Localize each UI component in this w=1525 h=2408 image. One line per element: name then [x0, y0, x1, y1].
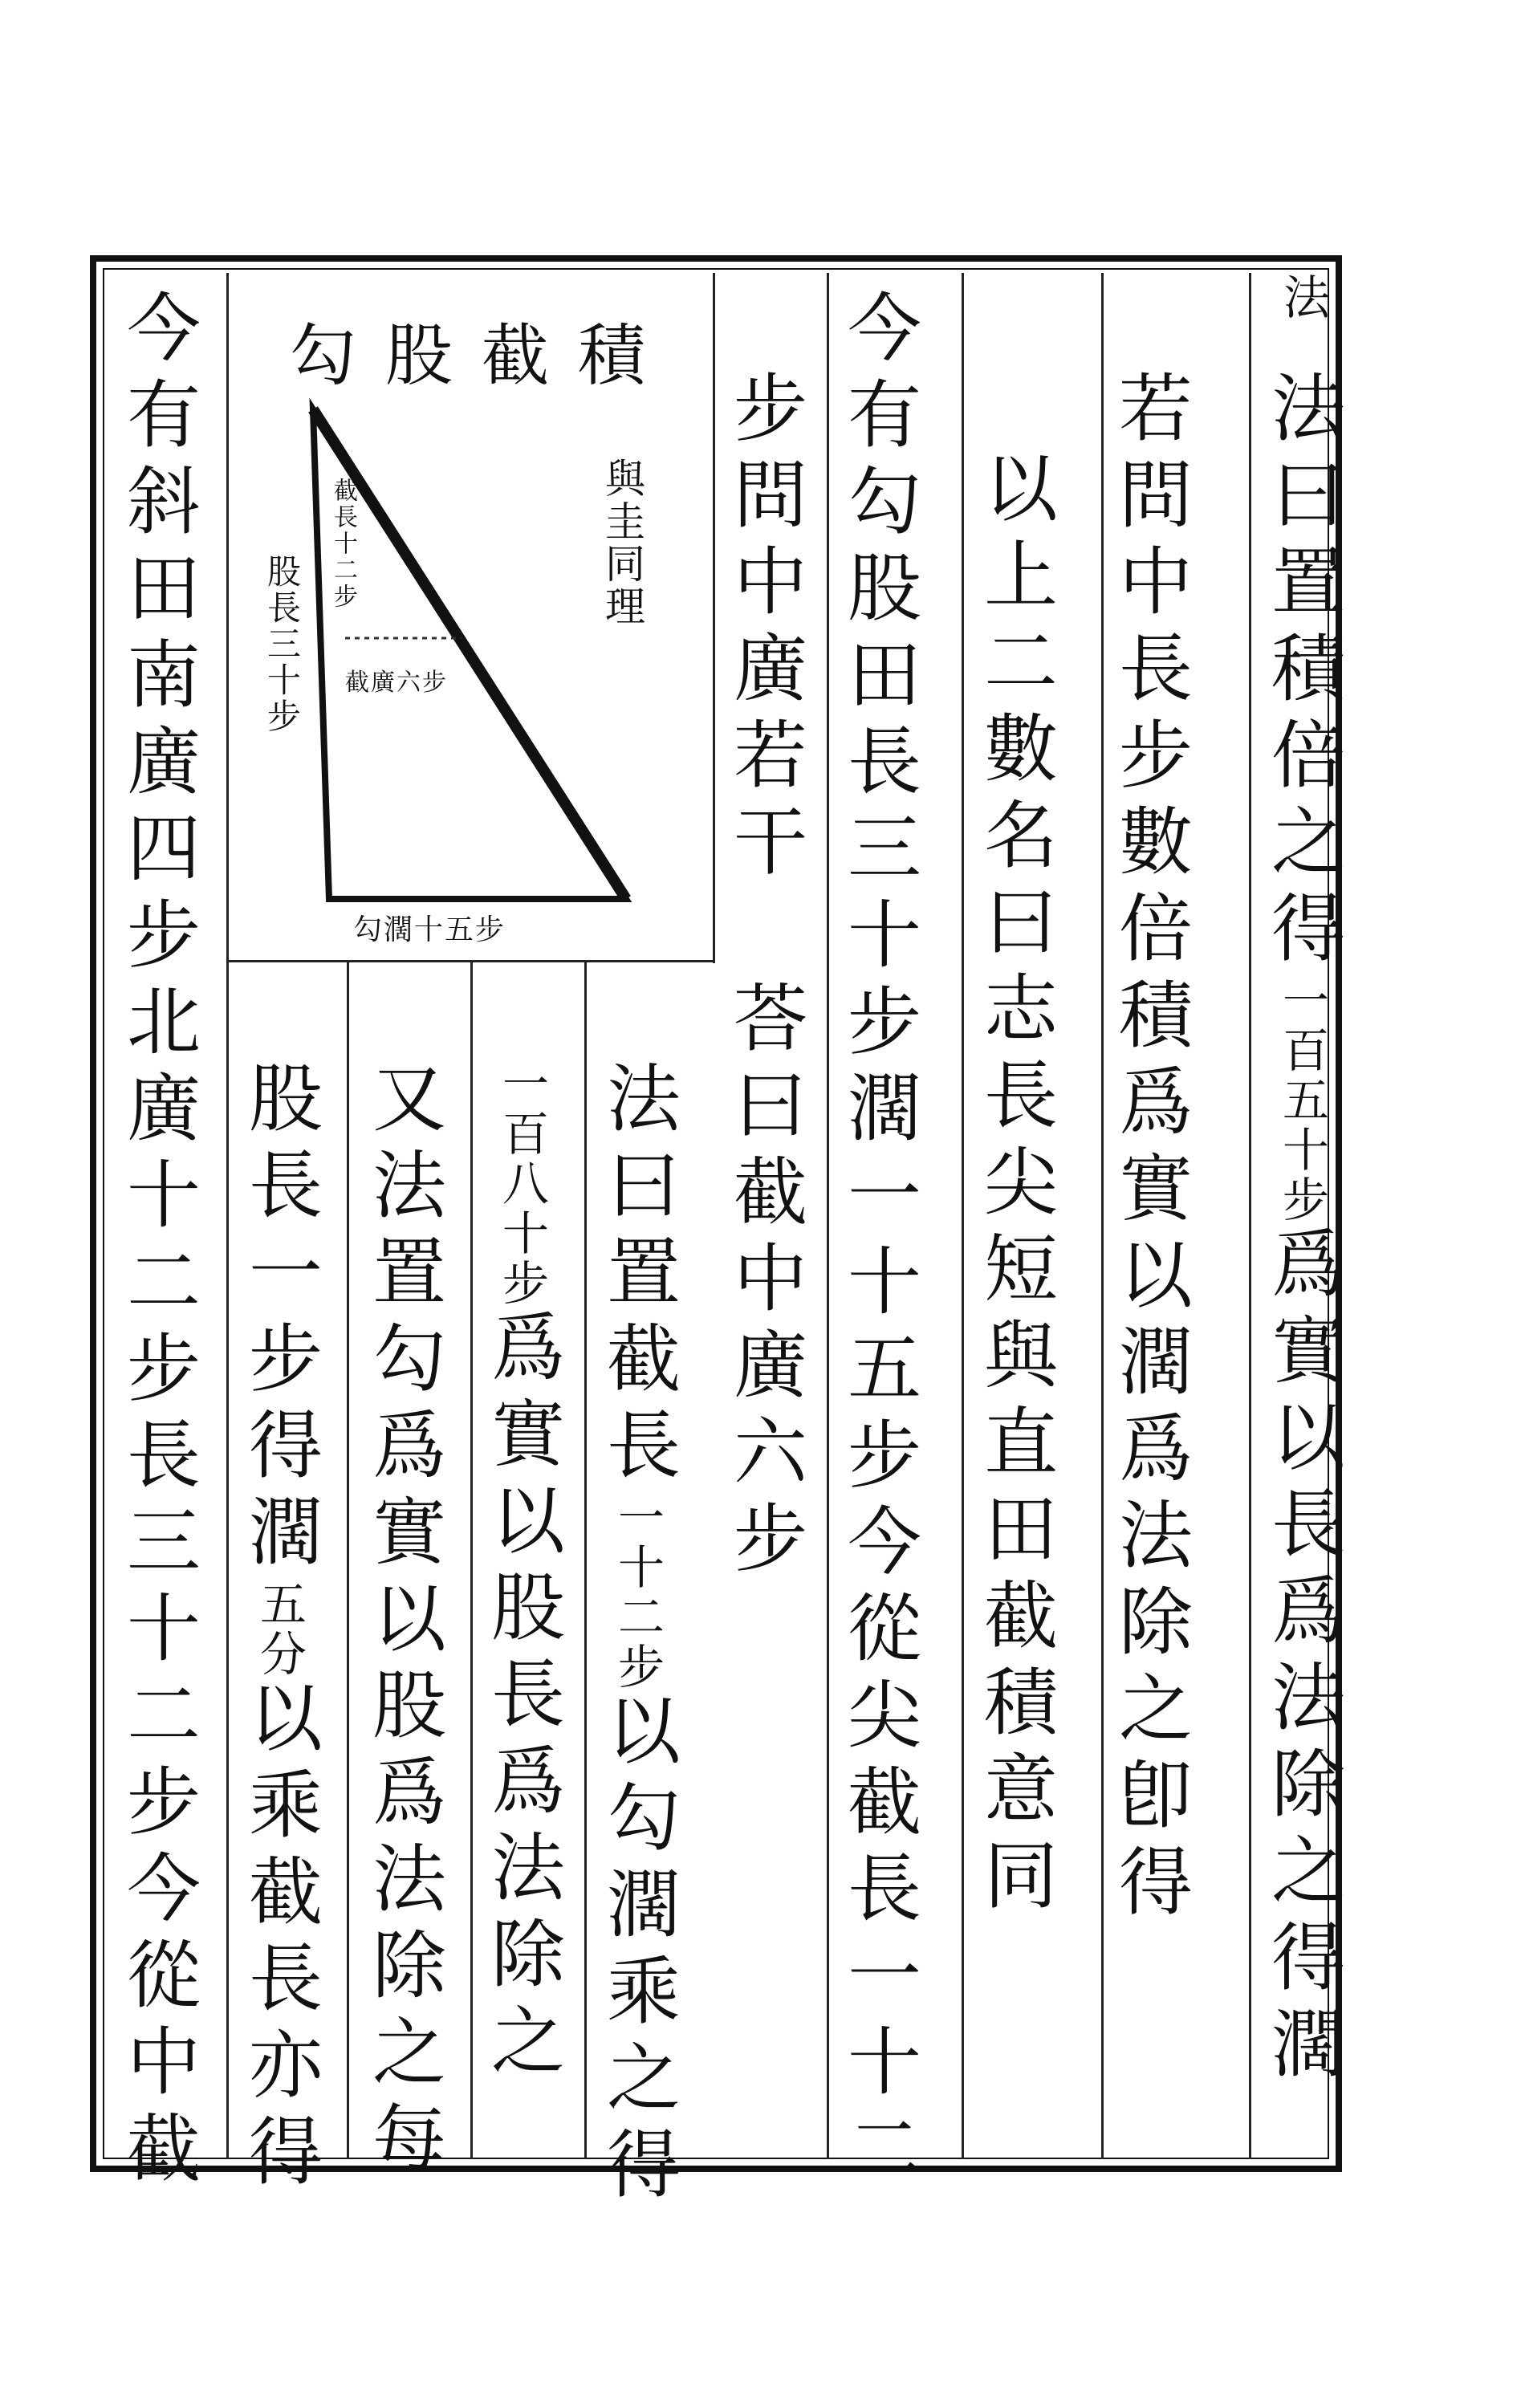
column-9-text: 股長一步得濶 — [237, 1060, 323, 1580]
hypotenuse-line — [313, 409, 626, 899]
column-divider — [347, 960, 349, 2159]
column-divider — [962, 273, 964, 2159]
column-divider — [1101, 273, 1104, 2159]
column-divider — [827, 273, 829, 2159]
right-triangle-figure — [241, 385, 690, 950]
column-7-note: 一百八十步 — [494, 1060, 549, 1308]
text-column-3: 以上二數名曰志長尖短與直田截積意同 — [972, 449, 1058, 1923]
text-column-9 — [237, 1060, 323, 2199]
column-9-text-cont: 以乘截長亦得 — [237, 1679, 323, 2199]
column-1-text-cont: 爲實以長爲法除之得濶 — [1259, 1225, 1345, 2092]
column-6-text-cont: 以勾濶乘之得 — [595, 1692, 681, 2212]
figure-title: 勾股截積 — [289, 316, 675, 395]
column-divider — [226, 273, 229, 2159]
column-1-note: 一百五十步 — [1275, 976, 1329, 1225]
text-column-4: 今有勾股田長三十步濶一十五步今從尖截長一十二 — [836, 289, 921, 2196]
column-divider — [1249, 273, 1251, 2159]
column-1-text: 法曰置積倍之得 — [1259, 369, 1345, 976]
column-6-text: 法曰置截長 — [595, 1060, 681, 1493]
column-9-note: 五分 — [252, 1580, 307, 1679]
leg-label: 股長三十步 — [262, 554, 302, 734]
column-7-text: 爲實以股長爲法除之 — [479, 1308, 565, 2089]
note-label: 與圭同理 — [599, 458, 645, 628]
cut-length-label: 截長十二步 — [329, 478, 357, 610]
text-column-6 — [595, 1060, 681, 2212]
text-column-10: 今有斜田南廣四步北廣十二步長三十二步今從中截 — [115, 289, 201, 2196]
text-column-5-question: 步問中廣若干 — [722, 369, 807, 889]
column-divider — [470, 960, 473, 2159]
header-fragment: 法 — [1275, 273, 1330, 323]
text-column-1 — [1259, 369, 1345, 2092]
text-column-2: 若問中長步數倍積爲實以濶爲法除之卽得 — [1107, 369, 1193, 1930]
figure-bottom-rule — [226, 960, 713, 962]
base-label: 勾濶十五步 — [353, 913, 506, 946]
column-6-note: 一十二步 — [610, 1493, 665, 1692]
cut-width-label: 截廣六步 — [345, 669, 448, 697]
column-divider — [713, 273, 715, 963]
text-column-8: 又法置勾爲實以股爲法除之每 — [360, 1060, 446, 2186]
text-column-5-answer: 荅曰截中廣六步 — [722, 979, 807, 1586]
column-divider — [584, 960, 587, 2159]
text-column-7 — [479, 1060, 565, 2089]
